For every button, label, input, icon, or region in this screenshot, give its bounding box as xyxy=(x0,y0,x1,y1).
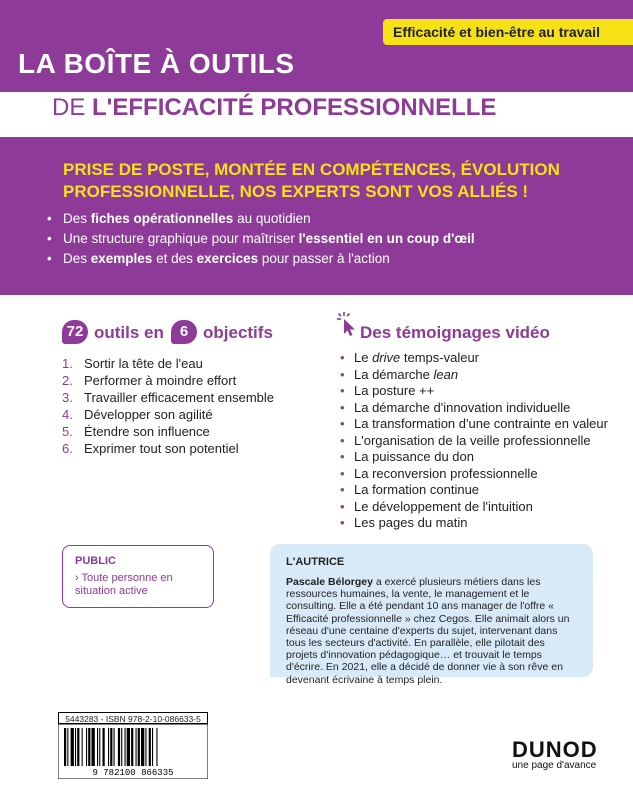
item-text: Développer son agilité xyxy=(84,407,213,422)
list-item xyxy=(340,515,608,532)
hero-bullet xyxy=(45,229,475,249)
list-item xyxy=(340,367,608,384)
item-text: Le développement de l'intuition xyxy=(354,498,533,514)
item-text: Les pages du matin xyxy=(354,515,468,530)
list-item xyxy=(340,449,608,466)
item-text: Sortir la tête de l'eau xyxy=(84,356,203,371)
author-bio xyxy=(286,576,577,686)
videos-list xyxy=(340,350,608,532)
bullet-text: au quotidien xyxy=(233,211,311,226)
item-emphasis: lean xyxy=(433,366,459,382)
item-number: 3. xyxy=(62,390,73,405)
bullet-text: et des xyxy=(152,251,197,266)
videos-title: Des témoignages vidéo xyxy=(360,323,550,342)
list-item xyxy=(62,406,274,423)
item-text: L'organisation de la veille professionnelle xyxy=(354,432,591,448)
item-text: La démarche d'innovation individuelle xyxy=(354,399,571,415)
cursor-click-icon xyxy=(336,311,358,337)
barcode xyxy=(58,724,208,779)
hero-bullets xyxy=(45,209,475,269)
item-number: 4. xyxy=(62,407,73,422)
bullet-text: Des xyxy=(63,251,91,266)
list-item xyxy=(340,499,608,516)
title-line2-main: L'EFFICACITÉ PROFESSIONNELLE xyxy=(92,94,497,121)
barcode-digits: 9 782100 866335 xyxy=(92,768,174,778)
list-item xyxy=(340,400,608,417)
author-name: Pascale Bélorgey xyxy=(286,576,373,588)
item-text: Exprimer tout son potentiel xyxy=(84,441,239,456)
public-box xyxy=(62,545,214,608)
hero-bullet xyxy=(45,249,475,269)
item-text: Le xyxy=(354,350,373,365)
list-item xyxy=(340,433,608,450)
objectives-list xyxy=(62,355,274,457)
bullet-text: Une structure graphique pour maîtriser xyxy=(63,231,299,246)
item-text: temps-valeur xyxy=(400,350,480,365)
author-bio-text: a exercé plusieurs métiers dans les ressources humaines, la vente, le management et le consulting. Elle a été pendant 10 ans manager de l'offre « Efficacité professionnelle » chez Cegos. Elle animait alors un réseau d'une centaine d'experts du sujet, intervenant dans tous les secteurs d'activité. En parallèle, elle pilotait des projets d'innovation pédagogique… et trouvait le temps d'écrire. En 2021, elle a décidé de donner vie à son rêve en devenant écrivaine à temps plein. xyxy=(286,576,570,686)
item-text: La posture ++ xyxy=(354,383,435,398)
item-emphasis: drive xyxy=(372,350,401,365)
item-text: La formation continue xyxy=(354,482,480,497)
item-text: La transformation d'une contrainte en valeur xyxy=(354,416,608,431)
bullet-strong: exercices xyxy=(196,251,259,266)
title-line2-prefix: DE xyxy=(52,94,86,121)
objectives-count-badge: 6 xyxy=(171,320,197,344)
list-item xyxy=(340,482,608,499)
item-number: 2. xyxy=(62,373,73,388)
public-item: › Toute personne en situation active xyxy=(75,572,173,597)
list-item xyxy=(340,350,608,367)
item-text: Performer à moindre effort xyxy=(84,373,237,388)
list-item xyxy=(340,466,608,483)
bullet-text: pour passer à l'action xyxy=(258,251,390,266)
list-item xyxy=(340,416,608,433)
item-text: Travailler efficacement ensemble xyxy=(84,390,275,405)
list-item xyxy=(340,383,608,400)
book-title-line2 xyxy=(52,94,496,122)
publisher-logo: DUNOD xyxy=(512,737,598,762)
item-number: 1. xyxy=(62,356,73,371)
list-item xyxy=(62,440,274,457)
item-number: 6. xyxy=(62,441,73,456)
item-text: La démarche xyxy=(354,366,434,382)
hero-headline: PRISE DE POSTE, MONTÉE EN COMPÉTENCES, ÉVOLUTION PROFESSIONNELLE, NOS EXPERTS SONT VOS ALLIÉS ! xyxy=(63,160,560,201)
item-text: Étendre son influence xyxy=(84,424,210,439)
tools-count-badge: 72 xyxy=(62,320,88,344)
bullet-text: Des xyxy=(63,211,91,226)
isbn-label: 5443283 - ISBN 978-2-10-086633-5 xyxy=(58,712,208,724)
list-item xyxy=(62,372,274,389)
publisher-tagline: une page d'avance xyxy=(512,760,597,771)
hero-bullet xyxy=(45,209,475,229)
bullet-strong: fiches opérationnelles xyxy=(90,211,234,226)
item-text: La reconversion professionnelle xyxy=(354,465,538,481)
bullet-strong: exemples xyxy=(90,251,153,266)
public-title: PUBLIC xyxy=(75,555,116,567)
list-item xyxy=(62,423,274,440)
tools-label: outils en xyxy=(94,323,164,342)
item-text: La puissance du don xyxy=(354,449,474,464)
list-item xyxy=(62,389,274,406)
bullet-strong: l'essentiel en un coup d'œil xyxy=(298,231,475,246)
author-box xyxy=(270,544,593,686)
objectives-label: objectifs xyxy=(203,323,273,342)
list-item xyxy=(62,355,274,372)
item-number: 5. xyxy=(62,424,73,439)
book-title-line1: LA BOÎTE À OUTILS xyxy=(18,48,295,79)
author-title: L'AUTRICE xyxy=(286,556,345,568)
series-tag: Efficacité et bien-être au travail xyxy=(383,19,633,45)
